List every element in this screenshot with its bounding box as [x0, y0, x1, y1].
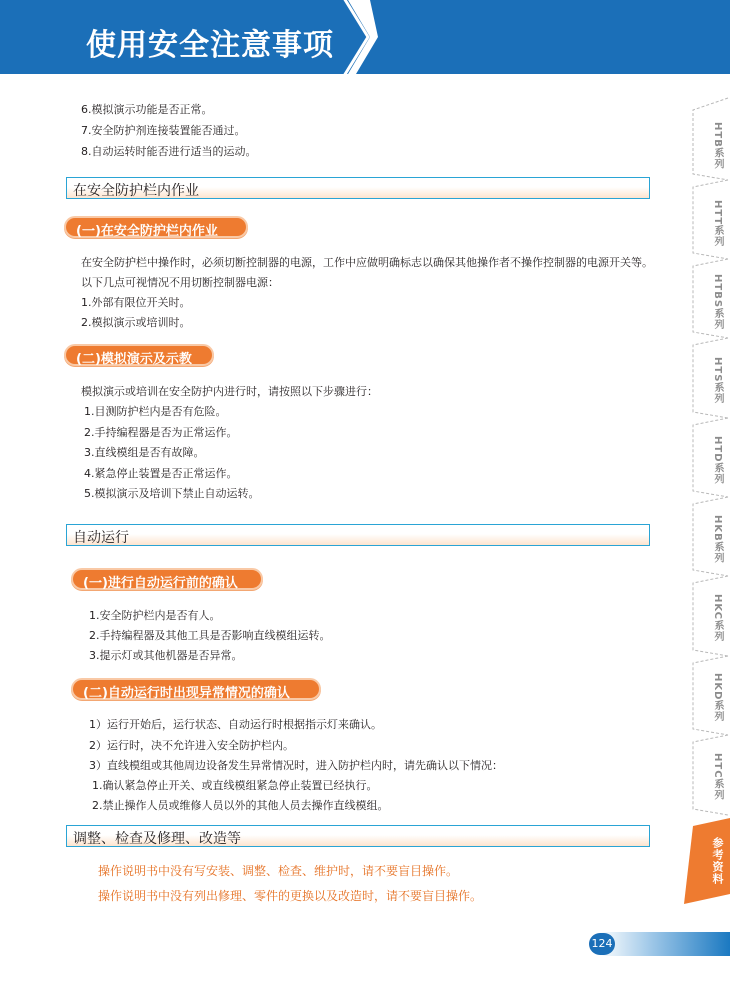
footer-bar — [598, 932, 730, 956]
text-line: 5.模拟演示及培训下禁止自动运转。 — [84, 487, 260, 500]
text-line: 4.紧急停止装置是否正常运作。 — [84, 467, 238, 480]
text-line: 7.安全防护剂连接装置能否通过。 — [81, 124, 246, 137]
section-heading-label: 自动运行 — [73, 530, 129, 546]
text-line: 6.模拟演示功能是否正常。 — [81, 103, 213, 116]
subsection-heading-fence-work — [64, 216, 248, 238]
text-line: 2.禁止操作人员或维修人员以外的其他人员去操作直线模组。 — [92, 799, 389, 812]
text-line: 8.自动运转时能否进行适当的运动。 — [81, 145, 257, 158]
subsection-heading-label: (二)模拟演示及示教 — [76, 352, 192, 367]
text-line: 模拟演示或培训在安全防护内进行时，请按照以下步骤进行： — [81, 385, 378, 398]
warning-note: 操作说明书中没有写安装、调整、检查、维护时，请不要盲目操作。 — [98, 864, 459, 878]
page-title: 使用安全注意事项 — [86, 28, 334, 63]
side-tab-htbs[interactable]: HTBS系列 — [712, 273, 723, 330]
text-line: 1）运行开始后，运行状态、自动运行时根据指示灯来确认。 — [89, 718, 382, 731]
section-heading-label: 调整、检查及修理、改造等 — [73, 831, 241, 847]
side-tab-reference[interactable]: 参考资料 — [711, 837, 724, 885]
text-line: 2.模拟演示或培训时。 — [81, 316, 191, 329]
subsection-heading-abnormal-check — [71, 678, 321, 700]
section-heading-safety-fence — [66, 177, 650, 199]
side-tab-htc[interactable]: HTC系列 — [712, 753, 723, 801]
section-heading-maintenance — [66, 825, 650, 847]
side-tab-hkc[interactable]: HKC系列 — [712, 593, 723, 642]
subsection-heading-simulation — [64, 344, 214, 366]
text-line: 以下几点可视情况不用切断控制器电源： — [81, 276, 279, 289]
side-tab-hkb[interactable]: HKB系列 — [712, 514, 723, 564]
side-tab-htd[interactable]: HTD系列 — [712, 435, 723, 485]
warning-note: 操作说明书中没有列出修理、零件的更换以及改造时，请不要盲目操作。 — [98, 889, 483, 903]
subsection-heading-label: (二)自动运行时出现异常情况的确认 — [83, 686, 290, 701]
text-line: 在安全防护栏中操作时，必须切断控制器的电源，工作中应做明确标志以确保其他操作者不操作控制器的电源开关等。 — [81, 256, 653, 269]
text-line: 1.安全防护栏内是否有人。 — [89, 609, 221, 622]
text-line: 1.外部有限位开关时。 — [81, 296, 191, 309]
text-line: 2.手持编程器是否为正常运作。 — [84, 426, 238, 439]
side-tab-htt[interactable]: HTT系列 — [712, 200, 723, 248]
text-line: 3.直线模组是否有故障。 — [84, 446, 205, 459]
text-line: 3.提示灯或其他机器是否异常。 — [89, 649, 243, 662]
text-line: 2）运行时，决不允许进入安全防护栏内。 — [89, 739, 294, 752]
subsection-heading-pre-run-check — [71, 568, 263, 590]
section-heading-auto-run — [66, 524, 650, 546]
side-tab-hts[interactable]: HTS系列 — [712, 357, 723, 405]
text-line: 2.手持编程器及其他工具是否影响直线模组运转。 — [89, 629, 331, 642]
section-heading-label: 在安全防护栏内作业 — [73, 183, 199, 199]
series-side-tabs — [684, 96, 730, 908]
side-tab-hkd[interactable]: HKD系列 — [712, 673, 723, 723]
text-line: 1.确认紧急停止开关、或直线模组紧急停止装置已经执行。 — [92, 779, 378, 792]
subsection-heading-label: (一)进行自动运行前的确认 — [83, 576, 238, 591]
text-line: 1.目测防护栏内是否有危险。 — [84, 405, 227, 418]
page-header — [0, 0, 730, 74]
side-tab-htb[interactable]: HTB系列 — [712, 122, 723, 170]
subsection-heading-label: (一)在安全防护栏内作业 — [76, 224, 218, 239]
page-number: 124 — [589, 933, 615, 955]
text-line: 3）直线模组或其他周边设备发生异常情况时，进入防护栏内时，请先确认以下情况： — [89, 759, 503, 772]
